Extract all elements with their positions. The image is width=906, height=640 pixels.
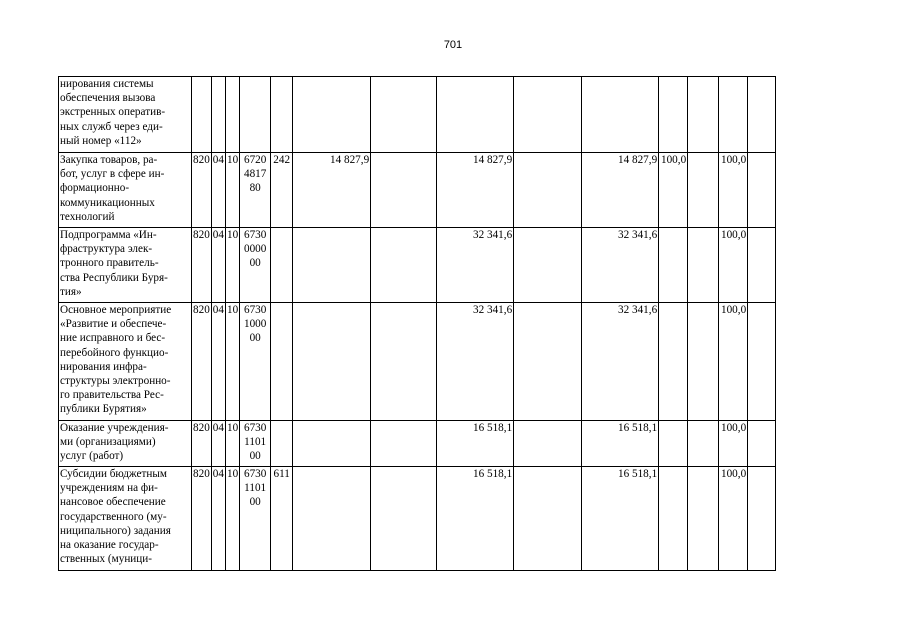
target-article-cell: 6720 4817 80 bbox=[240, 153, 271, 228]
value-cell bbox=[293, 228, 371, 303]
expense-type-cell bbox=[271, 421, 293, 467]
expense-type-cell bbox=[271, 77, 293, 153]
percent-cell bbox=[659, 421, 688, 467]
expense-type-cell: 242 bbox=[271, 153, 293, 228]
section-code-cell: 04 bbox=[211, 303, 225, 421]
value-cell bbox=[371, 77, 437, 153]
item-name-cell: нирования системы обеспечения вызова экстренных оператив- ных служб через еди- ный номер «112» bbox=[59, 77, 192, 153]
ved-code-cell: 820 bbox=[192, 303, 212, 421]
percent-cell bbox=[748, 421, 776, 467]
percent-cell: 100,0 bbox=[719, 467, 748, 571]
value-cell: 16 518,1 bbox=[437, 421, 514, 467]
table-row bbox=[59, 228, 776, 303]
value-cell bbox=[371, 421, 437, 467]
section-code-cell: 04 bbox=[211, 228, 225, 303]
ved-code-cell: 820 bbox=[192, 421, 212, 467]
value-cell: 32 341,6 bbox=[437, 228, 514, 303]
percent-cell bbox=[659, 228, 688, 303]
percent-cell: 100,0 bbox=[719, 303, 748, 421]
value-cell: 16 518,1 bbox=[437, 467, 514, 571]
percent-cell bbox=[659, 77, 688, 153]
value-cell bbox=[293, 77, 371, 153]
item-name-cell: Подпрограмма «Ин- фраструктура элек- тронного правитель- ства Республики Буря- тия» bbox=[59, 228, 192, 303]
value-cell bbox=[371, 467, 437, 571]
value-cell bbox=[371, 303, 437, 421]
subsection-code-cell: 10 bbox=[225, 228, 239, 303]
ved-code-cell: 820 bbox=[192, 467, 212, 571]
ved-code-cell: 820 bbox=[192, 228, 212, 303]
value-cell: 16 518,1 bbox=[582, 467, 659, 571]
budget-table bbox=[58, 76, 776, 571]
ved-code-cell bbox=[192, 77, 212, 153]
value-cell bbox=[514, 153, 582, 228]
percent-cell bbox=[659, 467, 688, 571]
value-cell: 14 827,9 bbox=[293, 153, 371, 228]
item-name-cell: Основное мероприятие «Развитие и обеспече- ние исправного и бес- перебойного функцио- нирования инфра- структуры электронно- го правительства Рес- публики Бурятия» bbox=[59, 303, 192, 421]
percent-cell bbox=[688, 421, 719, 467]
target-article-cell: 6730 1101 00 bbox=[240, 421, 271, 467]
value-cell bbox=[293, 467, 371, 571]
value-cell: 32 341,6 bbox=[582, 228, 659, 303]
item-name-cell: Закупка товаров, ра- бот, услуг в сфере ин- формационно- коммуникационных технологий bbox=[59, 153, 192, 228]
page-number: 701 bbox=[443, 39, 463, 51]
percent-cell bbox=[688, 467, 719, 571]
section-code-cell: 04 bbox=[211, 153, 225, 228]
percent-cell bbox=[719, 77, 748, 153]
value-cell: 32 341,6 bbox=[582, 303, 659, 421]
value-cell bbox=[514, 421, 582, 467]
value-cell bbox=[293, 421, 371, 467]
section-code-cell: 04 bbox=[211, 421, 225, 467]
value-cell bbox=[371, 153, 437, 228]
percent-cell bbox=[748, 77, 776, 153]
value-cell bbox=[514, 303, 582, 421]
percent-cell bbox=[688, 77, 719, 153]
subsection-code-cell: 10 bbox=[225, 303, 239, 421]
percent-cell bbox=[748, 228, 776, 303]
value-cell bbox=[293, 303, 371, 421]
percent-cell bbox=[748, 467, 776, 571]
percent-cell bbox=[748, 303, 776, 421]
value-cell: 16 518,1 bbox=[582, 421, 659, 467]
target-article-cell: 6730 1101 00 bbox=[240, 467, 271, 571]
percent-cell bbox=[748, 153, 776, 228]
percent-cell bbox=[659, 303, 688, 421]
value-cell bbox=[514, 228, 582, 303]
subsection-code-cell: 10 bbox=[225, 467, 239, 571]
value-cell bbox=[582, 77, 659, 153]
value-cell bbox=[437, 77, 514, 153]
table-row bbox=[59, 467, 776, 571]
item-name-cell: Субсидии бюджетным учреждениям на фи- нансовое обеспечение государственного (му- ниципального) задания на оказание государ- ственных (муници- bbox=[59, 467, 192, 571]
table-row bbox=[59, 421, 776, 467]
value-cell: 32 341,6 bbox=[437, 303, 514, 421]
percent-cell bbox=[688, 228, 719, 303]
percent-cell bbox=[688, 153, 719, 228]
item-name-cell: Оказание учреждения- ми (организациями) услуг (работ) bbox=[59, 421, 192, 467]
percent-cell bbox=[688, 303, 719, 421]
target-article-cell: 6730 1000 00 bbox=[240, 303, 271, 421]
table-row bbox=[59, 153, 776, 228]
value-cell: 14 827,9 bbox=[582, 153, 659, 228]
percent-cell: 100,0 bbox=[659, 153, 688, 228]
expense-type-cell bbox=[271, 303, 293, 421]
value-cell bbox=[371, 228, 437, 303]
target-article-cell bbox=[240, 77, 271, 153]
table-row bbox=[59, 303, 776, 421]
subsection-code-cell: 10 bbox=[225, 421, 239, 467]
percent-cell: 100,0 bbox=[719, 228, 748, 303]
value-cell bbox=[514, 77, 582, 153]
percent-cell: 100,0 bbox=[719, 421, 748, 467]
section-code-cell: 04 bbox=[211, 467, 225, 571]
subsection-code-cell: 10 bbox=[225, 153, 239, 228]
expense-type-cell: 611 bbox=[271, 467, 293, 571]
expense-type-cell bbox=[271, 228, 293, 303]
subsection-code-cell bbox=[225, 77, 239, 153]
target-article-cell: 6730 0000 00 bbox=[240, 228, 271, 303]
value-cell: 14 827,9 bbox=[437, 153, 514, 228]
table-row bbox=[59, 77, 776, 153]
percent-cell: 100,0 bbox=[719, 153, 748, 228]
section-code-cell bbox=[211, 77, 225, 153]
ved-code-cell: 820 bbox=[192, 153, 212, 228]
value-cell bbox=[514, 467, 582, 571]
